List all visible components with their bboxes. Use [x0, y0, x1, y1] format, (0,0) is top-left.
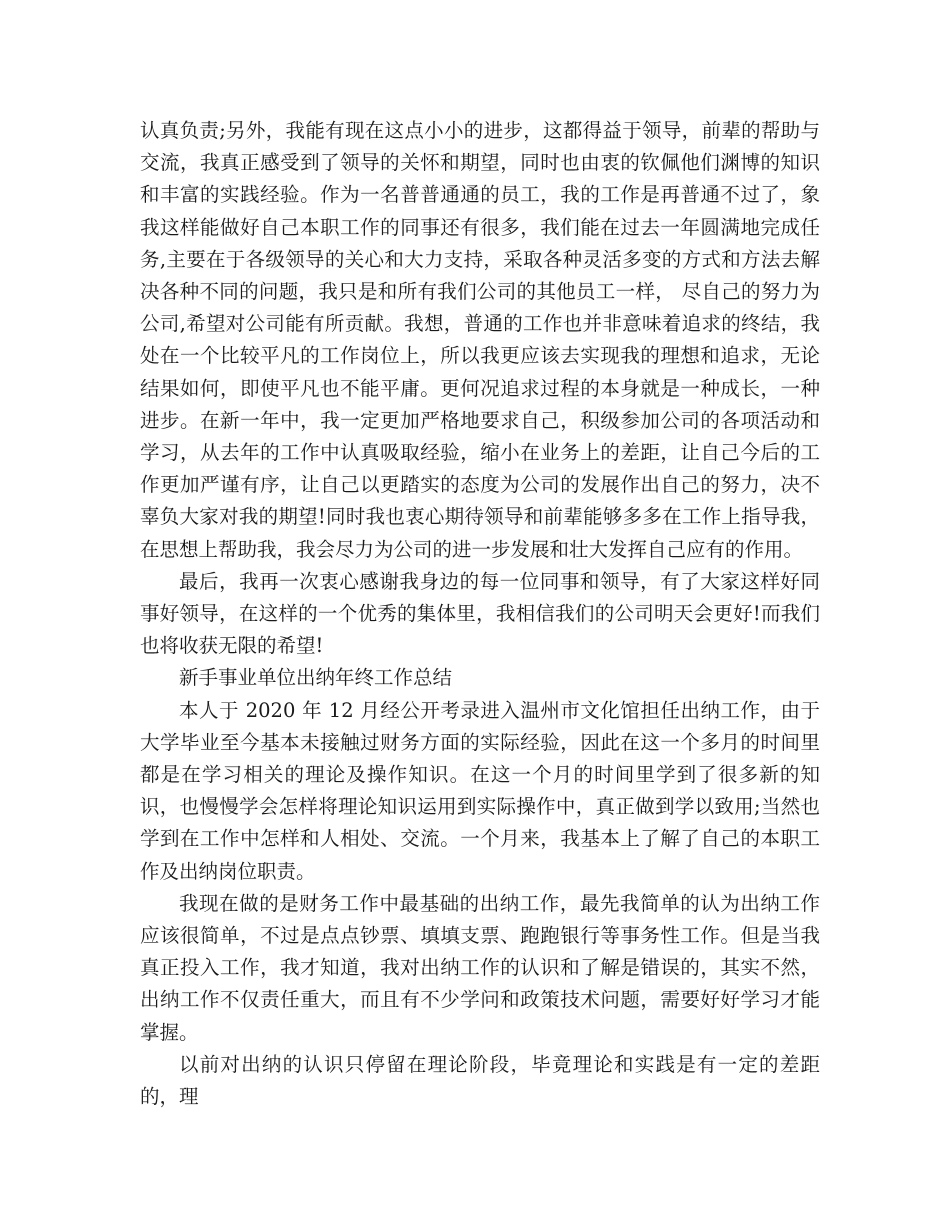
section-heading: 新手事业单位出纳年终工作总结	[179, 666, 453, 690]
paragraph-closing-thanks: 最后，我再一次衷心感谢我身边的每一位同事和领导，有了大家这样好同事好领导，在这样的一个优秀的集体里，我相信我们的公司明天会更好!而我们也将收获无限的希望!	[140, 569, 820, 658]
paragraph-theory-practice: 以前对出纳的认识只停留在理论阶段，毕竟理论和实践是有一定的差距的，理	[140, 1052, 820, 1109]
paragraph-continued: 认真负责;另外，我能有现在这点小小的进步，这都得益于领导，前辈的帮助与交流，我真正感受到了领导的关怀和期望，同时也由衷的钦佩他们渊博的知识和丰富的实践经验。作为一名普普通通的员工，我的工作是再普通不过了，象我这样能做好自己本职工作的同事还有很多，我们能在过去一年圆满地完成任务,主要在于各级领导的关心和大力支持，采取各种灵活多变的方式和方法去解决各种不同的问题，我只是和所有我们公司的其他员工一样， 尽自己的努力为公司,希望对公司能有所贡献。我想，普通的工作也并非意味着追求的终结，我处在一个比较平凡的工作岗位上，所以我更应该去实现我的理想和追求，无论结果如何，即使平凡也不能平庸。更何况追求过程的本身就是一种成长，一种进步。在新一年中，我一定更加严格地要求自己，积级参加公司的各项活动和学习，从去年的工作中认真吸取经验，缩小在业务上的差距，让自己今后的工作更加严谨有序，让自己以更踏实的态度为公司的发展作出自己的努力，决不辜负大家对我的期望!同时我也衷心期待领导和前辈能够多多在工作上指导我，在思想上帮助我，我会尽力为公司的进一步发展和壮大发挥自己应有的作用。	[140, 119, 820, 561]
paragraph-cashier-work: 我现在做的是财务工作中最基础的出纳工作，最先我简单的认为出纳工作应该很简单，不过是点点钞票、填填支票、跑跑银行等事务性工作。但是当我真正投入工作，我才知道，我对出纳工作的认识和了解是错误的，其实不然，出纳工作不仅责任重大，而且有不少学问和政策技术问题，需要好好学习才能掌握。	[140, 891, 820, 1044]
document-body	[140, 115, 820, 1113]
paragraph-intro: 本人于 2020 年 12 月经公开考录进入温州市文化馆担任出纳工作，由于大学毕业至今基本未接触过财务方面的实际经验，因此在这一个多月的时间里都是在学习相关的理论及操作知识。在这一个月的时间里学到了很多新的知识，也慢慢学会怎样将理论知识运用到实际操作中，真正做到学以致用;当然也学到在工作中怎样和人相处、交流。一个月来，我基本上了解了自己的本职工作及出纳岗位职责。	[140, 698, 820, 883]
